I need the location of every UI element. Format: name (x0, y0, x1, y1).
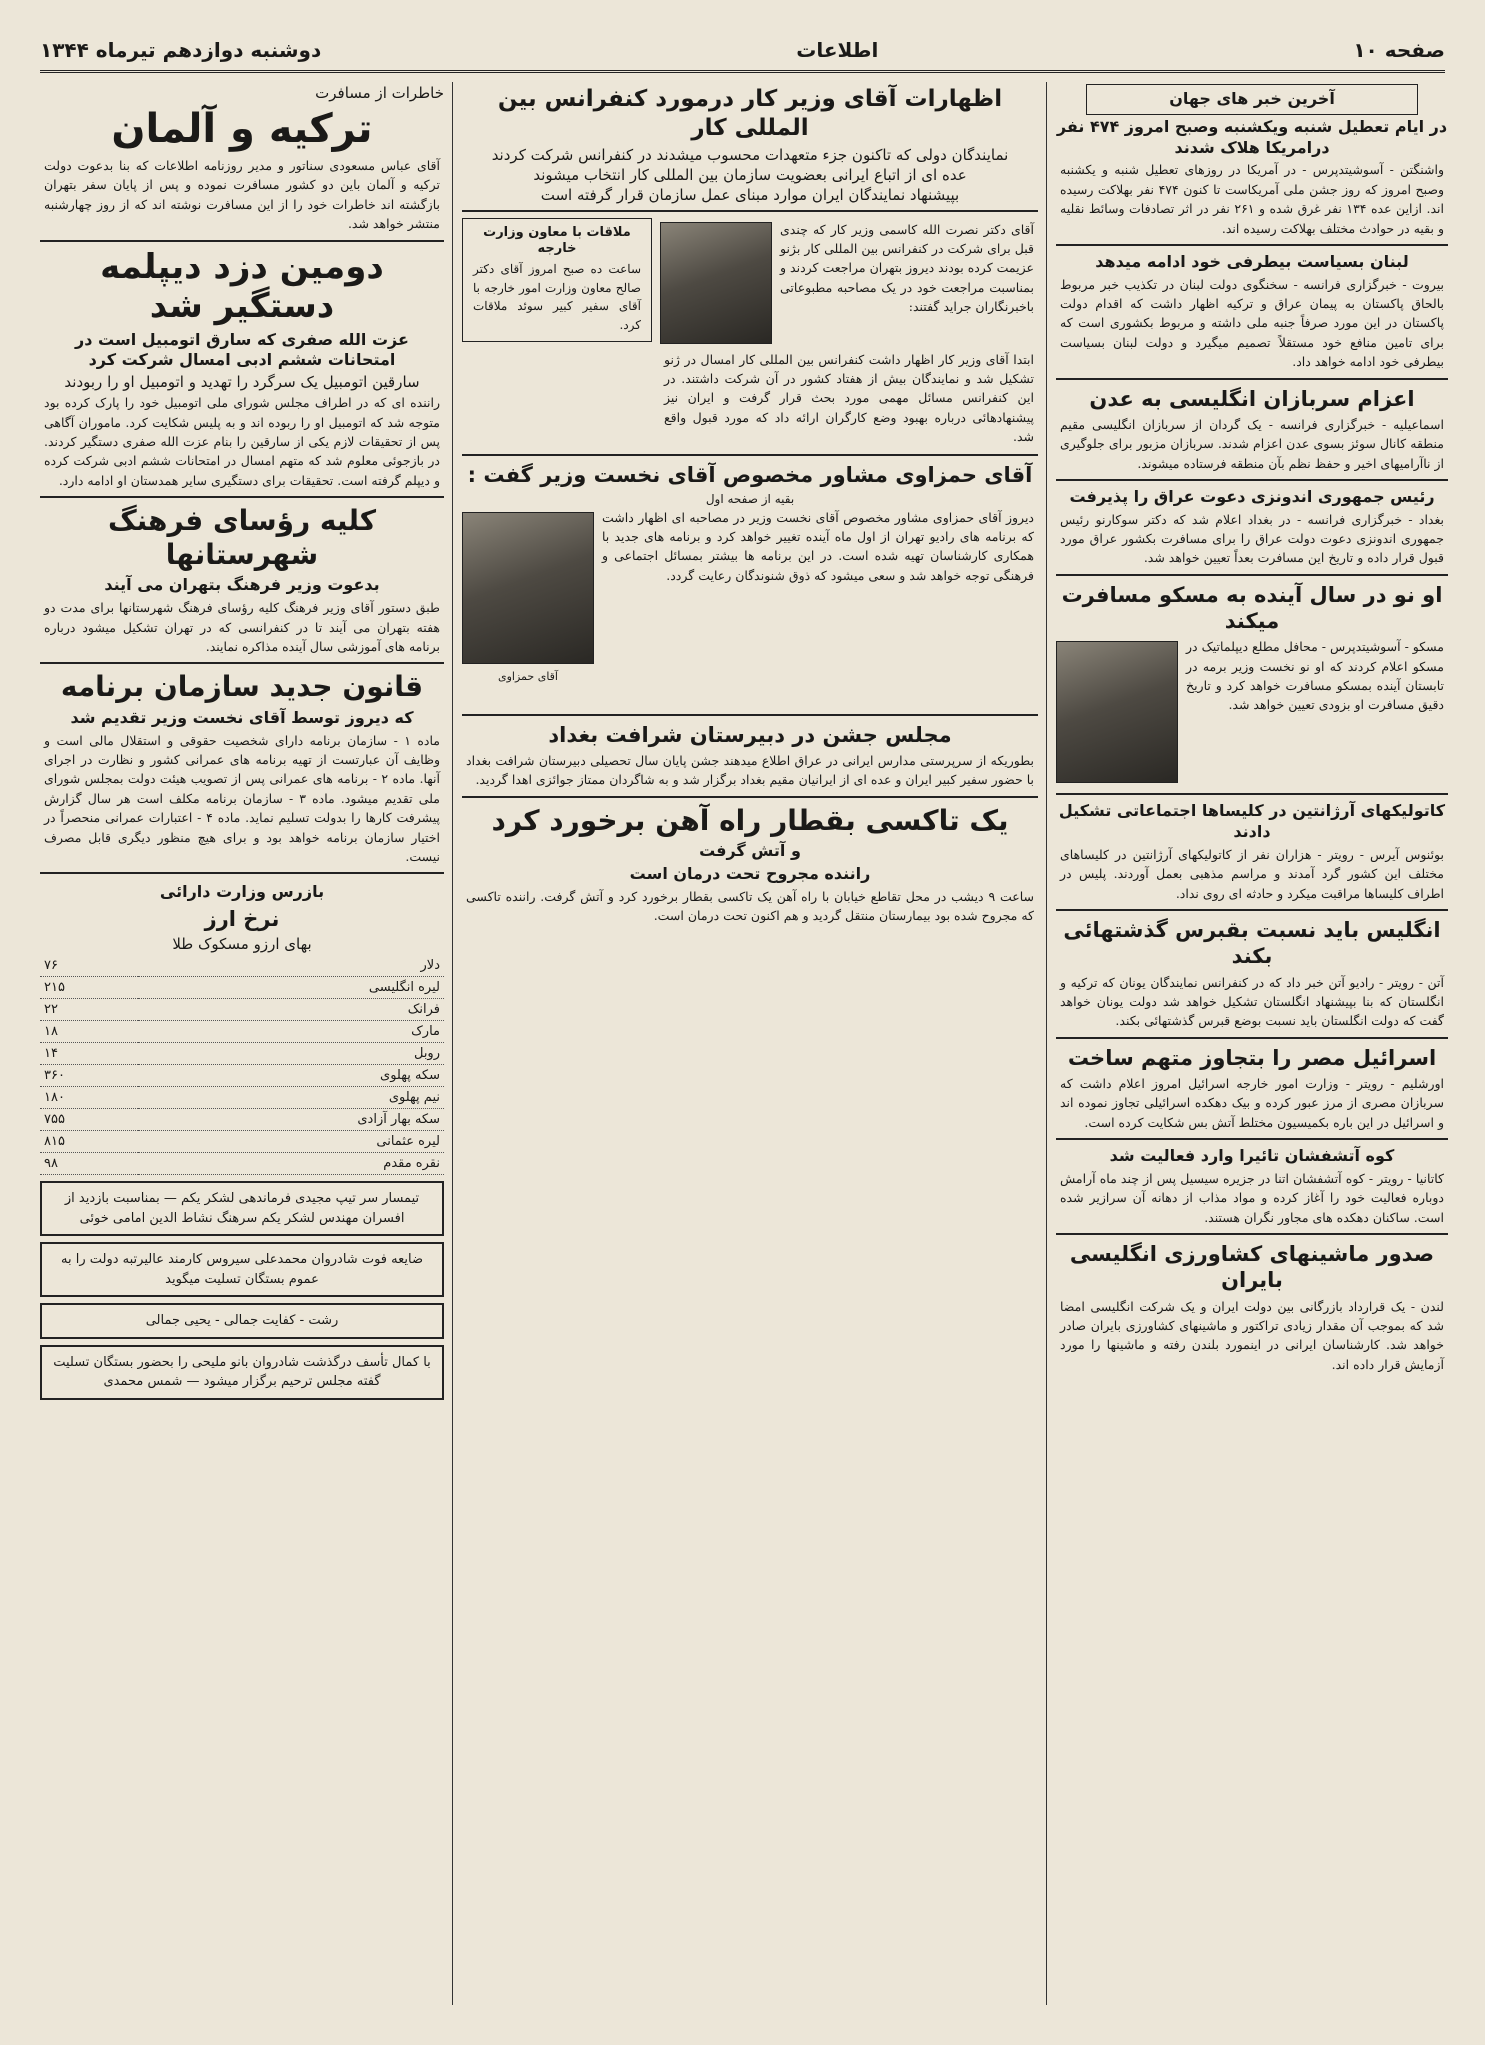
subheadline: عزت الله صفری که سارق اتومبیل است در امتحانات ششم ادبی امسال شرکت کرد (75, 329, 409, 370)
box-text: ساعت ده صبح امروز آقای دکتر صالح معاون وزارت امور خارجه با آقای سفیر کبیر سوئد ملاقات کرد. (473, 262, 641, 333)
rate-value: ۷۵۵ (40, 1109, 138, 1131)
headline: کوه آتشفشان تائیرا وارد فعالیت شد (1109, 1146, 1395, 1166)
article-text: بیروت - خبرگزاری فرانسه - سخنگوی دولت لبنان در تکذیب خبر مربوط بالحاق پاکستان به پیمان عراق و ترکیه اظهار داشت که اقدام دولت پاکستان در این مورد صرفاً جنبه ملی داشته و مربوط بکشوری است که برای تامین منافع خود مستقلاً تصمیم میگیرد و دولت لبنان بسیاست بیطرفی خود ادامه خواهد داد. (1060, 276, 1444, 370)
page-number: صفحه ۱۰ (1353, 38, 1445, 62)
headline: صدور ماشینهای کشاورزی انگلیسی بایران (1069, 1242, 1435, 1293)
subheadline: که دیروز توسط آقای نخست وزیر تقدیم شد (70, 707, 414, 727)
rate-row (40, 1021, 444, 1043)
currency-rates-table (40, 955, 444, 1175)
subheadline: راننده مجروح تحت درمان است (629, 864, 871, 884)
kicker: خاطرات از مسافرت (315, 84, 444, 102)
portrait-photo (1056, 641, 1178, 783)
article-text: بوئنوس آیرس - رویتر - هزاران نفر از کاتولیکهای آرژانتین در کلیساهای مختلف این کشور گرد آمدند و مراسم مذهبی بعمل آوردند. پلیس در اطراف کلیساها مراقبت میکرد و حادثه ای روی نداد. (1060, 846, 1444, 901)
article-text: مسکو - آسوشیتدپرس - محافل مطلع دیپلماتیک در مسکو اعلام کردند که او نو نخست وزیر برمه در تابستان آینده بمسکو مسافرت خواهد کرد و تاریخ دقیق مسافرت او بزودی تعیین خواهد شد. (1186, 639, 1444, 713)
headline: کلیه رؤسای فرهنگ شهرستانها (107, 504, 377, 571)
headline: مجلس جشن در دبیرستان شرافت بغداد (548, 722, 952, 747)
subheadline: و آتش گرفت (699, 841, 801, 861)
article-text: آتن - رویتر - رادیو آتن خبر داد که در کنفرانس نمایندگان یونان که ترکیه و انگلستان که بنا بپیشنهاد انگلستان تشکیل خواهد شد دولت یونان خواهد گفت که دولت انگلستان باید نسبت بوضع قبرس گذشتهائی بکند. (1060, 974, 1444, 1029)
headline: لبنان بسیاست بیطرفی خود ادامه میدهد (1095, 251, 1409, 271)
column-divider (1046, 82, 1047, 2005)
headline: اسرائیل مصر را بتجاوز متهم ساخت (1067, 1045, 1437, 1070)
rates-section-head: بازرس وزارت دارائی (159, 882, 325, 902)
rate-name: روبل (138, 1043, 444, 1065)
rate-name: لیره عثمانی (138, 1131, 444, 1153)
world-news-column (1056, 82, 1448, 1376)
article-text: اسماعیلیه - خبرگزاری فرانسه - یک گردان از سربازان انگلیسی مقیم منطقه کانال سوئز بسوی عدن اعزام شدند. سربازان مزبور برای جلوگیری از ناآرامیهای اخیر و حفظ نظم بآن منطقه فرستاده میشوند. (1060, 416, 1444, 471)
column-divider (452, 82, 453, 2005)
headline: در ایام تعطیل شنبه ویکشنبه وصبح امروز ۴۷۴ نفر درامریکا هلاک شدند (1056, 116, 1448, 157)
article-text: بطوریکه از سرپرستی مدارس ایرانی در عراق اطلاع میدهند جشن پایان سال تحصیلی دبیرستان شرافت بغداد با حضور سفیر کبیر ایران و عده ای از ایرانیان مقیم بغداد برگزار شد و به شاگردان ممتاز جوائزی اهدا گردید. (466, 752, 1034, 788)
subheadline: سارقین اتومبیل یک سرگرد را تهدید و اتومبیل او را ربودند (64, 373, 420, 392)
rate-value: ۱۴ (40, 1043, 138, 1065)
box-headline: ملاقات با معاون وزارت خارجه (483, 224, 631, 257)
rate-name: سکه پهلوی (138, 1065, 444, 1087)
notice-ad: رشت - کفایت جمالی - یحیی جمالی (40, 1303, 444, 1339)
rate-row (40, 955, 444, 977)
headline: انگلیس باید نسبت بقبرس گذشتهائی بکند (1063, 918, 1441, 969)
left-column (40, 82, 444, 1400)
hamzavi-photo (462, 512, 594, 683)
minister-photo (660, 222, 772, 344)
photo-caption: آقای حمزاوی (498, 669, 558, 683)
article-text: بغداد - خبرگزاری فرانسه - در بغداد اعلام شد که دکتر سوکارنو رئیس جمهوری اندونزی دعوت دولت عراق را برای مسافرت بکشور عراق مورد قبول قرار داده و تاریخ این مسافرت بعداً تعیین خواهد شد. (1060, 511, 1444, 566)
rates-title: نرخ ارز (204, 907, 280, 932)
article-text: راننده ای که در اطراف مجلس شورای ملی اتومبیل خود را پارک کرده بود متوجه شد که اتومبیل او را ربوده اند و به پلیس شکایت کرد. ماموران آگاهی پس از تحقیقات لازم یکی از سارقین را بنام عزت الله صفری دستگیر کردند. در بازجوئی معلوم شد که متهم امسال در امتحانات ششم ادبی شرکت کرده و دیپلم گرفته است. تحقیقات برای دستگیری سایر همدستان او ادامه دارد. (44, 395, 440, 488)
rate-row (40, 1043, 444, 1065)
rate-value: ۱۸ (40, 1021, 138, 1043)
article-text: ماده ۱ - سازمان برنامه دارای شخصیت حقوقی و استقلال مالی است و وظایف آن عبارتست از تهیه برنامه های عمرانی کشور و نظارت در اجرای آنها. ماده ۲ - برنامه های عمرانی پس از تصویب هیئت دولت بمجلس شورای ملی تقدیم میشود. ماده ۳ - سازمان برنامه مکلف است هر سال گزارش پیشرفت کارها را بدولت تسلیم نماید. ماده ۴ - اعتبارات عمرانی منحصراً در اختیار سازمان برنامه خواهد بود و برای هیچ منظور دیگری قابل مصرف نیست. (44, 732, 441, 864)
headline: قانون جدید سازمان برنامه (60, 670, 424, 704)
rate-row (40, 1131, 444, 1153)
issue-date: دوشنبه دوازدهم تیرماه ۱۳۴۴ (40, 38, 322, 62)
article-text: اورشلیم - رویتر - وزارت امور خارجه اسرائیل امروز اعلام داشت که سربازان مصری از مرز عبور کرده و بیک دهکده اسرائیلی تجاوز نموده اند و اسرائیل در این باره بکمیسیون مختلط آتش بس شکایت کرده است. (1060, 1075, 1444, 1130)
headline: آقای حمزاوی مشاور مخصوص آقای نخست وزیر گفت : (467, 463, 1033, 488)
rate-value: ۳۶۰ (40, 1065, 138, 1087)
article-text: آقای دکتر نصرت الله کاسمی وزیر کار که چندی قبل برای شرکت در کنفرانس بین المللی کار بژنو عزیمت کرده بودند دیروز بتهران مراجعت کردند و بمناسبت مراجعت خود در یک مصاحبه مطبوعاتی باخبرنگاران جراید گفتند: (780, 221, 1034, 314)
article-text: دیروز آقای حمزاوی مشاور مخصوص آقای نخست وزیر در مصاحبه ای اظهار داشت که برنامه های رادیو تهران از اول ماه آینده تغییر خواهد کرد و برنامه های جدید با همکاری کارشناسان تهیه شده است. در این برنامه ها بیشتر بمسائل اجتماعی و فرهنگی توجه خواهد شد و سعی میشود که ذوق شنوندگان رعایت گردد. (602, 509, 1034, 583)
article-text: ساعت ۹ دیشب در محل تقاطع خیابان با راه آهن یک تاکسی بقطار برخورد کرد و آتش گرفت. راننده تاکسی که مجروح شده بود بیمارستان منتقل گردید و هم اکنون تحت درمان است. (466, 888, 1034, 924)
rate-value: ۸۱۵ (40, 1131, 138, 1153)
rate-name: سکه بهار آزادی (138, 1109, 444, 1131)
headline: یک تاکسی بقطار راه آهن برخورد کرد (491, 803, 1009, 837)
article-text: کاتانیا - رویتر - کوه آتشفشان اتنا در جزیره سیسیل پس از چند ماه آرامش دوباره فعالیت خود را آغاز کرده و مواد مذاب از دهانه آن سرازیر شده است. ساکنان دهکده های مجاور نگران هستند. (1060, 1170, 1444, 1225)
rate-row (40, 999, 444, 1021)
subheadline: نمایندگان دولی که تاکنون جزء متعهدات محسوب میشدند در کنفرانس شرکت کردند (491, 145, 1009, 164)
newspaper-name: اطلاعات (796, 38, 879, 62)
continued-note: بقیه از صفحه اول (705, 491, 795, 506)
rate-row (40, 977, 444, 999)
rate-name: نیم پهلوی (138, 1087, 444, 1109)
article-text: آقای عباس مسعودی سناتور و مدیر روزنامه اطلاعات که بنا بدعوت دولت ترکیه و آلمان باین دو کشور مسافرت نموده و پس از پایان سفر بتهران بازگشته اند خاطرات خود را از این مسافرت نوشته اند که از روز چهارشنبه منتشر خواهد شد. (44, 158, 440, 232)
subheadline: بپیشنهاد نمایندگان ایران موارد مبنای عمل سازمان قرار گرفته است (540, 185, 960, 204)
notice-ad: تیمسار سر تیپ مجیدی فرماندهی لشکر یکم — بمناسبت بازدید از افسران مهندس لشکر یکم سرهنگ نشاط الدین امامی خوئی (40, 1181, 444, 1236)
masthead (40, 30, 1445, 73)
middle-column (462, 82, 1038, 928)
rate-value: ۱۸۰ (40, 1087, 138, 1109)
headline: رئیس جمهوری اندونزی دعوت عراق را پذیرفت (1069, 486, 1435, 506)
rate-value: ۲۱۵ (40, 977, 138, 999)
rate-name: دلار (138, 955, 444, 977)
rate-name: مارک (138, 1021, 444, 1043)
article-text: ابتدا آقای وزیر کار اظهار داشت کنفرانس بین المللی کار امسال در ژنو تشکیل شد و نمایندگان بیش از هفتاد کشور در آن شرکت داشتند. در این کنفرانس مسائل مهمی مورد بحث قرار گرفت و ایران نیز پیشنهادهائی درباره بهبود وضع کارگران ارائه داد که مورد قبول واقع شد. (664, 351, 1034, 444)
headline: ترکیه و آلمان (111, 106, 373, 152)
rate-row (40, 1109, 444, 1131)
notice-ad: ضایعه فوت شادروان محمدعلی سیروس کارمند عالیرتبه دولت را به عموم بستگان تسلیت میگوید (40, 1242, 444, 1297)
headline: اظهارات آقای وزیر کار درمورد کنفرانس بین المللی کار (497, 86, 1003, 141)
article-text: لندن - یک قرارداد بازرگانی بین دولت ایران و یک شرکت انگلیسی امضا شد که بموجب آن مقدار زیادی تراکتور و ماشینهای کشاورزی بایران صادر خواهد شد. کارشناسان ایرانی در اینمورد بلندن رفته و ماشینها را مورد آزمایش قرار داده اند. (1060, 1298, 1444, 1372)
headline: او نو در سال آینده به مسکو مسافرت میکند (1061, 582, 1443, 634)
rate-row (40, 1087, 444, 1109)
rate-name: فرانک (138, 999, 444, 1021)
rates-subtitle: بهای ارزو مسکوک طلا (172, 935, 312, 954)
rate-value: ۹۸ (40, 1153, 138, 1175)
rate-value: ۲۲ (40, 999, 138, 1021)
article-text: طبق دستور آقای وزیر فرهنگ کلیه رؤسای فرهنگ شهرستانها برای مدت دو هفته بتهران می آیند تا در کنفرانسی که در تهران تشکیل میشود درباره برنامه های آموزشی سال آینده مذاکره نمایند. (44, 600, 440, 654)
subheadline: عده ای از اتباع ایرانی بعضویت سازمان بین المللی کار انتخاب میشوند (533, 165, 967, 184)
headline: کاتولیکهای آرژانتین در کلیساها اجتماعاتی تشکیل دادند (1058, 801, 1446, 842)
subheadline: بدعوت وزیر فرهنگ بتهران می آیند (104, 575, 380, 595)
headline: دومین دزد دیپلمه دستگیر شد (100, 246, 384, 326)
rate-name: نقره مقدم (138, 1153, 444, 1175)
rate-row (40, 1065, 444, 1087)
notice-ad: با کمال تأسف درگذشت شادروان بانو ملیحی را بحضور بستگان تسلیت گفته مجلس ترحیم برگزار میشود — شمس محمدی (40, 1345, 444, 1400)
article-text: واشنگتن - آسوشیتدپرس - در آمریکا در روزهای تعطیل شنبه و یکشنبه وصبح امروز که روز جشن ملی آمریکاست تا کنون ۴۷۴ نفر بهلاکت رسیده اند. ازاین عده ۱۳۴ نفر غرق شده و ۲۶۱ نفر در اثر تصادفات وسائط نقلیه و بقیه در حوادث مختلف بهلاکت رسیده اند. (1060, 162, 1445, 236)
rate-name: لیره انگلیسی (138, 977, 444, 999)
rate-row (40, 1153, 444, 1175)
world-news-box-title: آخرین خبر های جهان (1086, 84, 1418, 115)
rate-value: ۷۶ (40, 955, 138, 977)
headline: اعزام سربازان انگلیسی به عدن (1089, 386, 1415, 411)
